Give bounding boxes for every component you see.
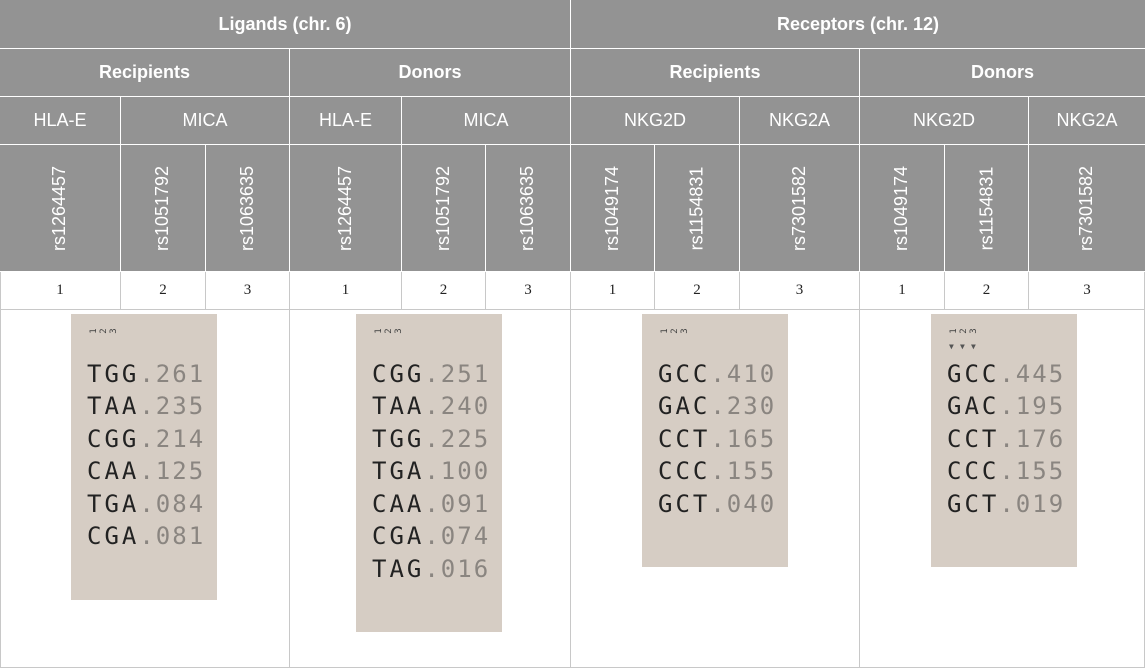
haplotype-row [372,457,490,485]
haplotype: TAG [372,555,425,583]
snp-header [121,145,205,271]
snp-label: rs7301582 [1076,165,1097,251]
frequency: .040 [710,490,777,518]
haplotype: TGA [87,490,140,518]
haplotype-row [658,457,776,485]
haplotype-row [87,490,205,518]
haplotype-row [372,522,490,550]
triangle-down-icon: ▼ [949,342,954,351]
position-number: 1 [0,272,120,309]
haplotype-row [372,425,490,453]
snp-label: rs1051792 [152,165,173,251]
column-label: 2 [99,328,109,334]
receptors-recipients-header: Recipients [571,49,859,96]
frequency: .155 [999,457,1066,485]
gene-header-nkg2a-donors: NKG2A [1029,97,1145,144]
haplotype: TAA [87,392,140,420]
haplotype: GCC [947,360,1000,388]
haplotype: GAC [947,392,1000,420]
column-label: 1 [660,328,670,334]
grid-line [0,309,1145,310]
ligands-recipients-header: Recipients [0,49,289,96]
grid-line [120,272,121,309]
grid-line [944,272,945,309]
gene-header-nkg2a-recipients: NKG2A [740,97,859,144]
haplotype-row [87,457,205,485]
haplotype-row [658,490,776,518]
grid-line [0,272,1,668]
position-number: 1 [860,272,944,309]
gene-header-hla-e-recipients: HLA-E [0,97,120,144]
grid-line [289,272,290,668]
position-number: 2 [945,272,1028,309]
haplotype-row [87,360,205,388]
haplotype-row [947,490,1065,518]
frequency: .019 [999,490,1066,518]
haplotype: TAA [372,392,425,420]
haplotype: CGA [372,522,425,550]
column-label: 2 [959,328,969,334]
haplotype: GCT [658,490,711,518]
haplotype-panel-receptors-recipients [642,314,788,567]
position-number: 2 [655,272,739,309]
haplotype: TGA [372,457,425,485]
frequency: .195 [999,392,1066,420]
receptors-header: Receptors (chr. 12) [571,0,1145,48]
snp-header [206,145,289,271]
haplotype-row [87,522,205,550]
frequency: .165 [710,425,777,453]
frequency: .261 [139,360,206,388]
snp-header [486,145,570,271]
gene-header-mica-donors: MICA [402,97,570,144]
ligands-header: Ligands (chr. 6) [0,0,570,48]
frequency: .176 [999,425,1066,453]
ligands-donors-header: Donors [290,49,570,96]
triangle-down-icon: ▼ [971,342,976,351]
position-number: 3 [1029,272,1145,309]
snp-label: rs1154831 [976,166,997,250]
haplotype-panel-ligands-recipients [71,314,217,600]
frequency: .016 [424,555,491,583]
position-number: 2 [121,272,205,309]
gene-header-hla-e-donors: HLA-E [290,97,401,144]
frequency: .240 [424,392,491,420]
gene-header-nkg2d-donors: NKG2D [860,97,1028,144]
frequency: .091 [424,490,491,518]
frequency: .155 [710,457,777,485]
grid-line [1028,272,1029,309]
snp-label: rs1063635 [517,165,538,251]
column-label: 3 [969,328,979,334]
snp-label: rs1049174 [602,165,623,251]
haplotype-row [947,360,1065,388]
haplotype: TGG [372,425,425,453]
column-label: 3 [680,328,690,334]
frequency: .410 [710,360,777,388]
column-label: 3 [394,328,404,334]
snp-label: rs1063635 [237,165,258,251]
snp-header [740,145,859,271]
haplotype-row [87,392,205,420]
position-number: 3 [206,272,289,309]
snp-label: rs1051792 [433,165,454,251]
haplotype: CGG [87,425,140,453]
haplotype: CCT [658,425,711,453]
haplotype: CCT [947,425,1000,453]
haplotype: CGA [87,522,140,550]
haplotype: CAA [372,490,425,518]
grid-line [205,272,206,309]
frequency: .074 [424,522,491,550]
snp-label: rs1049174 [891,165,912,251]
snp-header [290,145,401,271]
frequency: .081 [139,522,206,550]
receptors-donors-header: Donors [860,49,1145,96]
haplotype-row [658,392,776,420]
haplotype-row [658,425,776,453]
frequency: .125 [139,457,206,485]
grid-line [401,272,402,309]
haplotype-row [372,555,490,583]
haplotype: GCC [658,360,711,388]
snp-header [0,145,120,271]
haplotype-panel-ligands-donors [356,314,502,632]
haplotype: CGG [372,360,425,388]
haplotype: CCC [658,457,711,485]
grid-line [739,272,740,309]
frequency: .230 [710,392,777,420]
column-label: 1 [89,328,99,334]
snp-label: rs7301582 [788,165,809,251]
position-number: 2 [402,272,485,309]
haplotype: GCT [947,490,1000,518]
frequency: .100 [424,457,491,485]
column-label: 1 [949,328,959,334]
position-number: 1 [290,272,401,309]
snp-label: rs1264457 [334,165,355,251]
gene-header-nkg2d-recipients: NKG2D [571,97,739,144]
snp-header [945,145,1028,271]
haplotype-row [947,425,1065,453]
frequency: .235 [139,392,206,420]
grid-line [859,272,860,668]
haplotype-row [658,360,776,388]
haplotype: CAA [87,457,140,485]
column-label: 2 [670,328,680,334]
frequency: .445 [999,360,1066,388]
haplotype-row [372,490,490,518]
haplotype: CCC [947,457,1000,485]
snp-header [571,145,654,271]
position-number: 3 [486,272,570,309]
haplotype: GAC [658,392,711,420]
frequency: .225 [424,425,491,453]
snp-label: rs1264457 [49,165,70,251]
haplotype-row [947,457,1065,485]
column-label: 1 [374,328,384,334]
snp-header [860,145,944,271]
column-label: 3 [109,328,119,334]
snp-label: rs1154831 [686,166,707,250]
frequency: .251 [424,360,491,388]
haplotype-row [372,360,490,388]
grid-line [485,272,486,309]
snp-header [655,145,739,271]
snp-header [1029,145,1145,271]
position-number: 1 [571,272,654,309]
grid-line [570,272,571,668]
triangle-down-icon: ▼ [960,342,965,351]
haplotype-row [372,392,490,420]
gene-header-mica-recipients: MICA [121,97,289,144]
haplotype-row [947,392,1065,420]
haplotype: TGG [87,360,140,388]
column-label: 2 [384,328,394,334]
frequency: .214 [139,425,206,453]
position-number: 3 [740,272,859,309]
frequency: .084 [139,490,206,518]
grid-line [654,272,655,309]
snp-header [402,145,485,271]
haplotype-row [87,425,205,453]
haplotype-panel-receptors-donors [931,314,1077,567]
